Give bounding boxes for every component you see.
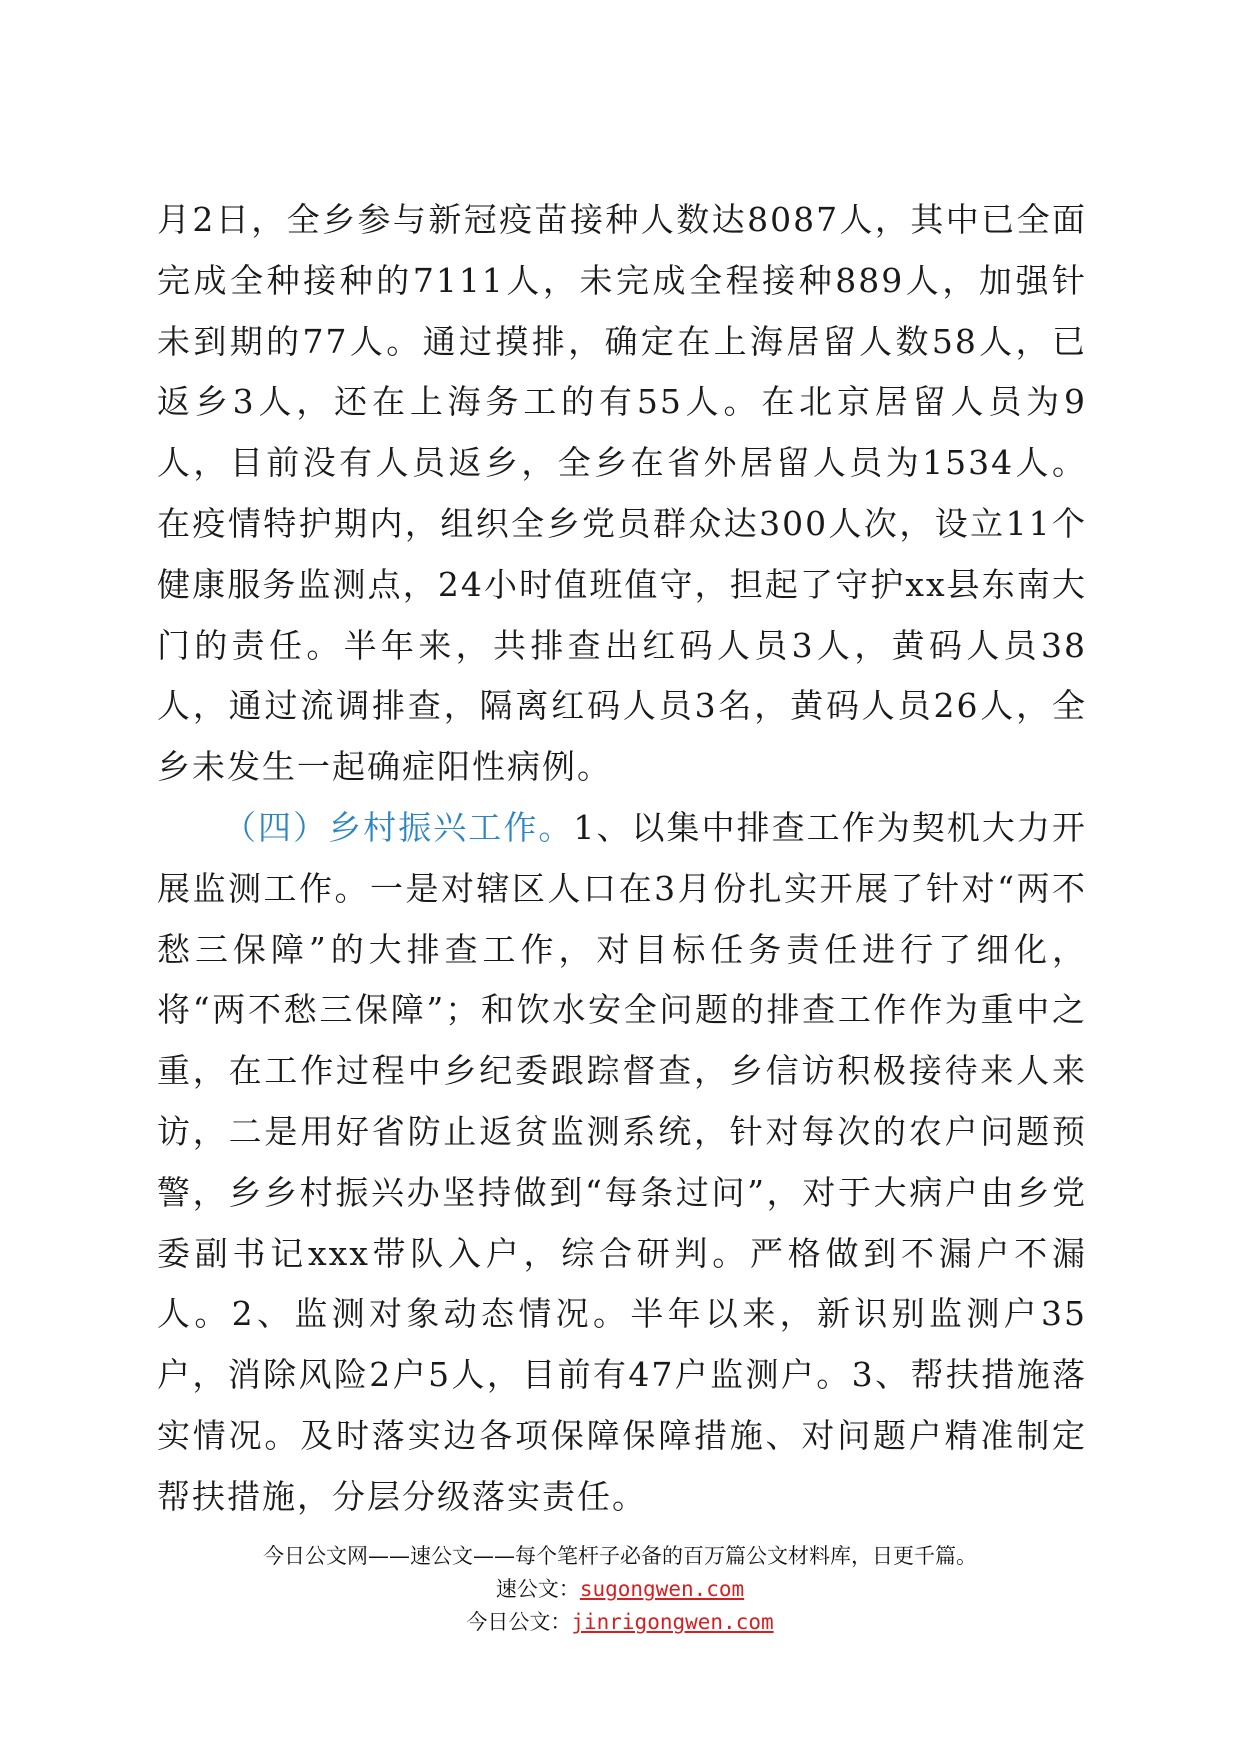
footer-jinrigongwen-line	[0, 1606, 1240, 1639]
paragraph-epidemic: 月2日，全乡参与新冠疫苗接种人数达8087人，其中已全面完成全种接种的7111人，未完成全程接种889人，加强针未到期的77人。通过摸排，确定在上海居留人数58人，已返乡3人，还在上海务工的有55人。在北京居留人员为9人，目前没有人员返乡，全乡在省外居留人员为1534人。在疫情特护期内，组织全乡党员群众达300人次，设立11个健康服务监测点，24小时值班值守，担起了守护xx县东南大门的责任。半年来，共排查出红码人员3人，黄码人员38人，通过流调排查，隔离红码人员3名，黄码人员26人，全乡未发生一起确症阳性病例。	[157, 200, 1087, 787]
footer-sugongwen-line	[0, 1573, 1240, 1606]
footer-tagline: 今日公文网——速公文——每个笔杆子必备的百万篇公文材料库，日更千篇。	[263, 1544, 977, 1568]
document-body	[157, 190, 1087, 1528]
sugongwen-link[interactable]: sugongwen.com	[579, 1577, 745, 1601]
footer	[0, 1540, 1240, 1639]
section-heading: （四）乡村振兴工作。	[223, 807, 574, 847]
section-body: 1、以集中排查工作为契机大力开展监测工作。一是对辖区人口在3月份扎实开展了针对“两不愁三保障”的大排查工作，对目标任务责任进行了细化，将“两不愁三保障”；和饮水安全问题的排查工作作为重中之重，在工作过程中乡纪委跟踪督查，乡信访积极接待来人来访，二是用好省防止返贫监测系统，针对每次的农户问题预警，乡乡村振兴办坚持做到“每条过问”，对于大病户由乡党委副书记xxx带队入户，综合研判。严格做到不漏户不漏人。2、监测对象动态情况。半年以来，新识别监测户35户，消除风险2户5人，目前有47户监测户。3、帮扶措施落实情况。及时落实边各项保障保障措施、对问题户精准制定帮扶措施，分层分级落实责任。	[157, 807, 1088, 1516]
jinrigongwen-link[interactable]: jinrigongwen.com	[571, 1610, 774, 1634]
paragraph-rural-revitalization	[157, 798, 1087, 1528]
footer-sugongwen-label: 速公文：	[495, 1577, 580, 1601]
footer-jinrigongwen-label: 今日公文：	[466, 1610, 572, 1634]
